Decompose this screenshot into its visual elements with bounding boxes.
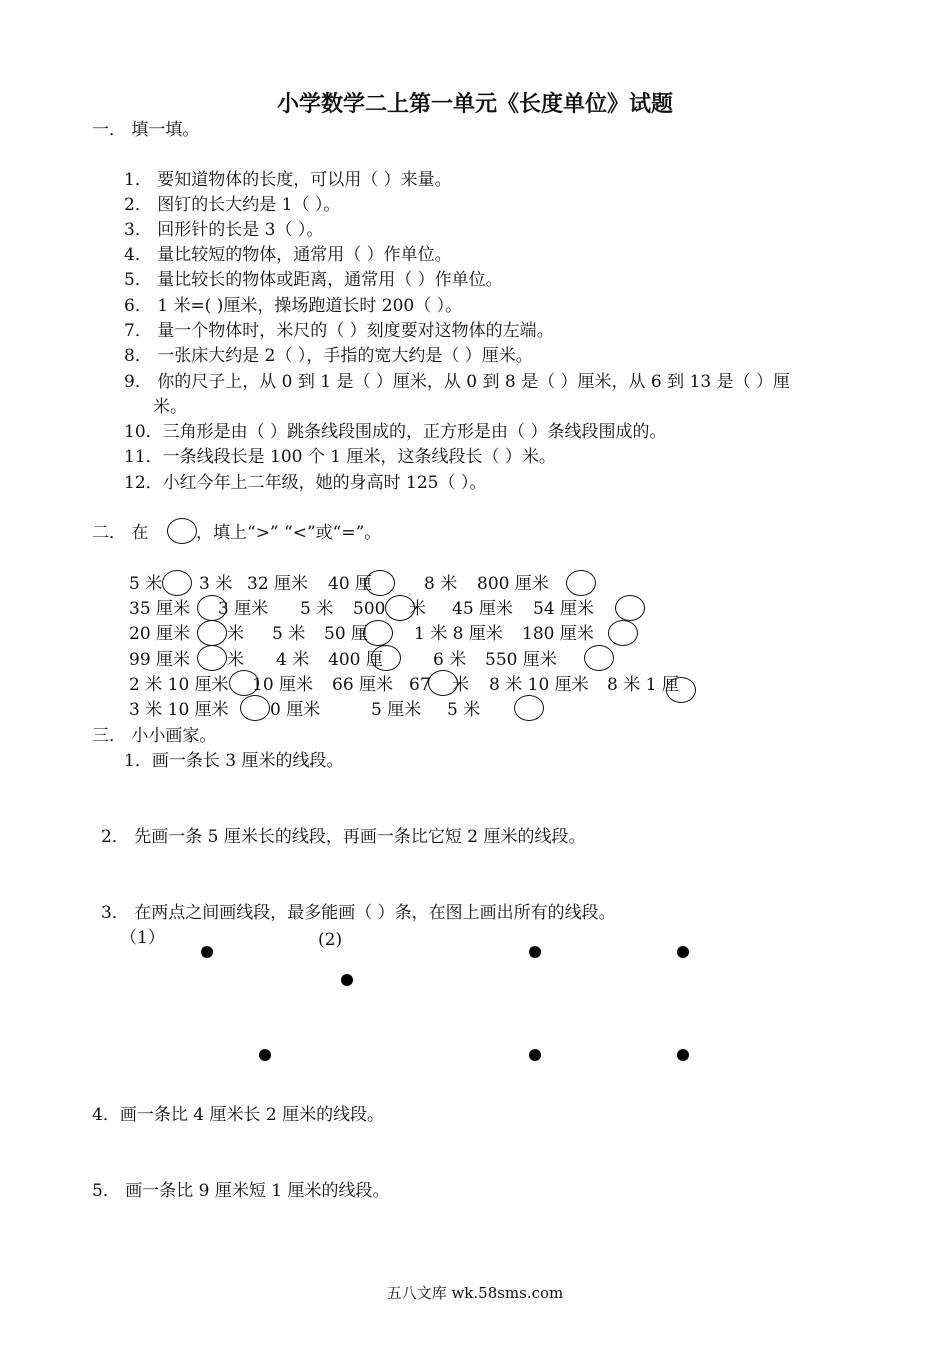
compare-blank[interactable] [197, 645, 227, 671]
compare-term: 8 米 [424, 574, 458, 594]
compare-blank[interactable] [197, 595, 227, 621]
compare-term: 400 厘 [328, 650, 383, 670]
compare-term: 2 米 10 厘米 [129, 675, 229, 695]
drawing-question-5: 5． 画一条比 9 厘米短 1 厘米的线段。 [92, 1181, 390, 1201]
compare-blank[interactable] [365, 570, 395, 596]
question-1-8: 8． 一张床大约是 2（ ），手指的宽大约是（ ）厘米。 [124, 346, 533, 366]
compare-term: 5 米 [447, 700, 481, 720]
compare-term: 3 米 10 厘米 [129, 700, 229, 720]
compare-term: 180 厘米 [522, 624, 594, 644]
drawing-question-4: 4．画一条比 4 厘米长 2 厘米的线段。 [92, 1105, 385, 1125]
compare-blank[interactable] [608, 620, 638, 646]
compare-term: 800 厘米 [477, 574, 549, 594]
compare-blank[interactable] [385, 595, 415, 621]
compare-blank[interactable] [615, 595, 645, 621]
page-title: 小学数学二上第一单元《长度单位》试题 [276, 91, 673, 117]
section1-heading: 一． 填一填。 [92, 120, 200, 140]
section2-heading-post: ，填上“>” “<”或“=”。 [196, 523, 382, 543]
compare-term: 550 厘米 [485, 650, 557, 670]
compare-term: 35 厘米 [129, 599, 191, 619]
question-1-1: 1． 要知道物体的长度，可以用（ ）来量。 [124, 170, 452, 190]
compare-term: 米 [452, 675, 469, 695]
section3-heading: 三． 小小画家。 [92, 726, 217, 746]
compare-term: 99 厘米 [129, 650, 191, 670]
compare-blank[interactable] [162, 570, 192, 596]
compare-term: 45 厘米 [452, 599, 514, 619]
compare-blank[interactable] [584, 645, 614, 671]
compare-blank[interactable] [514, 695, 544, 721]
question-1-9-cont: 米。 [153, 397, 187, 417]
compare-term: 1 米 8 厘米 [414, 624, 503, 644]
point-dot [677, 946, 689, 958]
compare-term: 米 [227, 650, 244, 670]
point-dot [677, 1049, 689, 1061]
compare-term: 54 厘米 [533, 599, 595, 619]
compare-term: 0 厘米 [270, 700, 321, 720]
compare-blank[interactable] [363, 620, 393, 646]
compare-term: 5 厘米 [371, 700, 422, 720]
drawing-question-1: 1．画一条长 3 厘米的线段。 [124, 751, 344, 771]
compare-term: 40 厘 [328, 574, 373, 594]
question-1-11: 11．一条线段长是 100 个 1 厘米，这条线段长（ ）米。 [124, 447, 556, 467]
compare-circle-icon [167, 518, 197, 544]
compare-blank[interactable] [240, 695, 270, 721]
compare-term: 米 [227, 624, 244, 644]
question-1-10: 10．三角形是由（ ）跳条线段围成的，正方形是由（ ）条线段围成的。 [124, 422, 667, 442]
compare-term: 5 米 [129, 574, 163, 594]
compare-blank[interactable] [371, 645, 401, 671]
point-dot [529, 946, 541, 958]
question-1-4: 4． 量比较短的物体，通常用（ ）作单位。 [124, 245, 452, 265]
compare-term: 8 米 1 厘 [607, 675, 679, 695]
figure-1-label: （1） [120, 928, 165, 948]
compare-term: 66 厘米 [332, 675, 394, 695]
compare-term: 32 厘米 [247, 574, 309, 594]
compare-term: 10 厘米 [252, 675, 314, 695]
question-1-2: 2． 图钉的长大约是 1（ ）。 [124, 195, 341, 215]
point-dot [529, 1049, 541, 1061]
section2-heading-pre: 二． 在 [92, 523, 149, 543]
compare-term: 5 米 [300, 599, 334, 619]
compare-term: 3 厘米 [218, 599, 269, 619]
point-dot [201, 946, 213, 958]
compare-blank[interactable] [428, 670, 458, 696]
compare-blank[interactable] [666, 677, 696, 703]
footer-watermark: 五八文库 wk.58sms.com [386, 1284, 564, 1302]
compare-blank[interactable] [566, 570, 596, 596]
compare-blank[interactable] [197, 620, 227, 646]
compare-term: 500 [353, 599, 386, 619]
question-1-9: 9． 你的尺子上，从 0 到 1 是（ ）厘米，从 0 到 8 是（ ）厘米，从 6 到 13 是（ ）厘 [124, 372, 790, 392]
figure-2-label: (2) [318, 930, 343, 950]
compare-term: 50 厘 [324, 624, 369, 644]
drawing-question-2: 2． 先画一条 5 厘米长的线段，再画一条比它短 2 厘米的线段。 [101, 827, 586, 847]
question-1-3: 3． 回形针的长是 3（ ）。 [124, 220, 324, 240]
point-dot [259, 1049, 271, 1061]
question-1-5: 5． 量比较长的物体或距离，通常用（ ）作单位。 [124, 270, 503, 290]
question-1-12: 12．小红今年上二年级，她的身高时 125（ ）。 [124, 473, 487, 493]
compare-term: 米 [409, 599, 426, 619]
compare-term: 3 米 [199, 574, 233, 594]
compare-blank[interactable] [229, 670, 259, 696]
compare-term: 67 [409, 675, 431, 695]
compare-term: 4 米 [276, 650, 310, 670]
question-1-6: 6． 1 米=( )厘米，操场跑道长时 200（ ）。 [124, 296, 463, 316]
question-1-7: 7． 量一个物体时，米尺的（ ）刻度要对这物体的左端。 [124, 321, 554, 341]
compare-term: 6 米 [433, 650, 467, 670]
compare-term: 20 厘米 [129, 624, 191, 644]
point-dot [341, 974, 353, 986]
compare-term: 8 米 10 厘米 [489, 675, 589, 695]
compare-term: 5 米 [272, 624, 306, 644]
drawing-question-3: 3． 在两点之间画线段，最多能画（ ）条，在图上画出所有的线段。 [101, 903, 616, 923]
